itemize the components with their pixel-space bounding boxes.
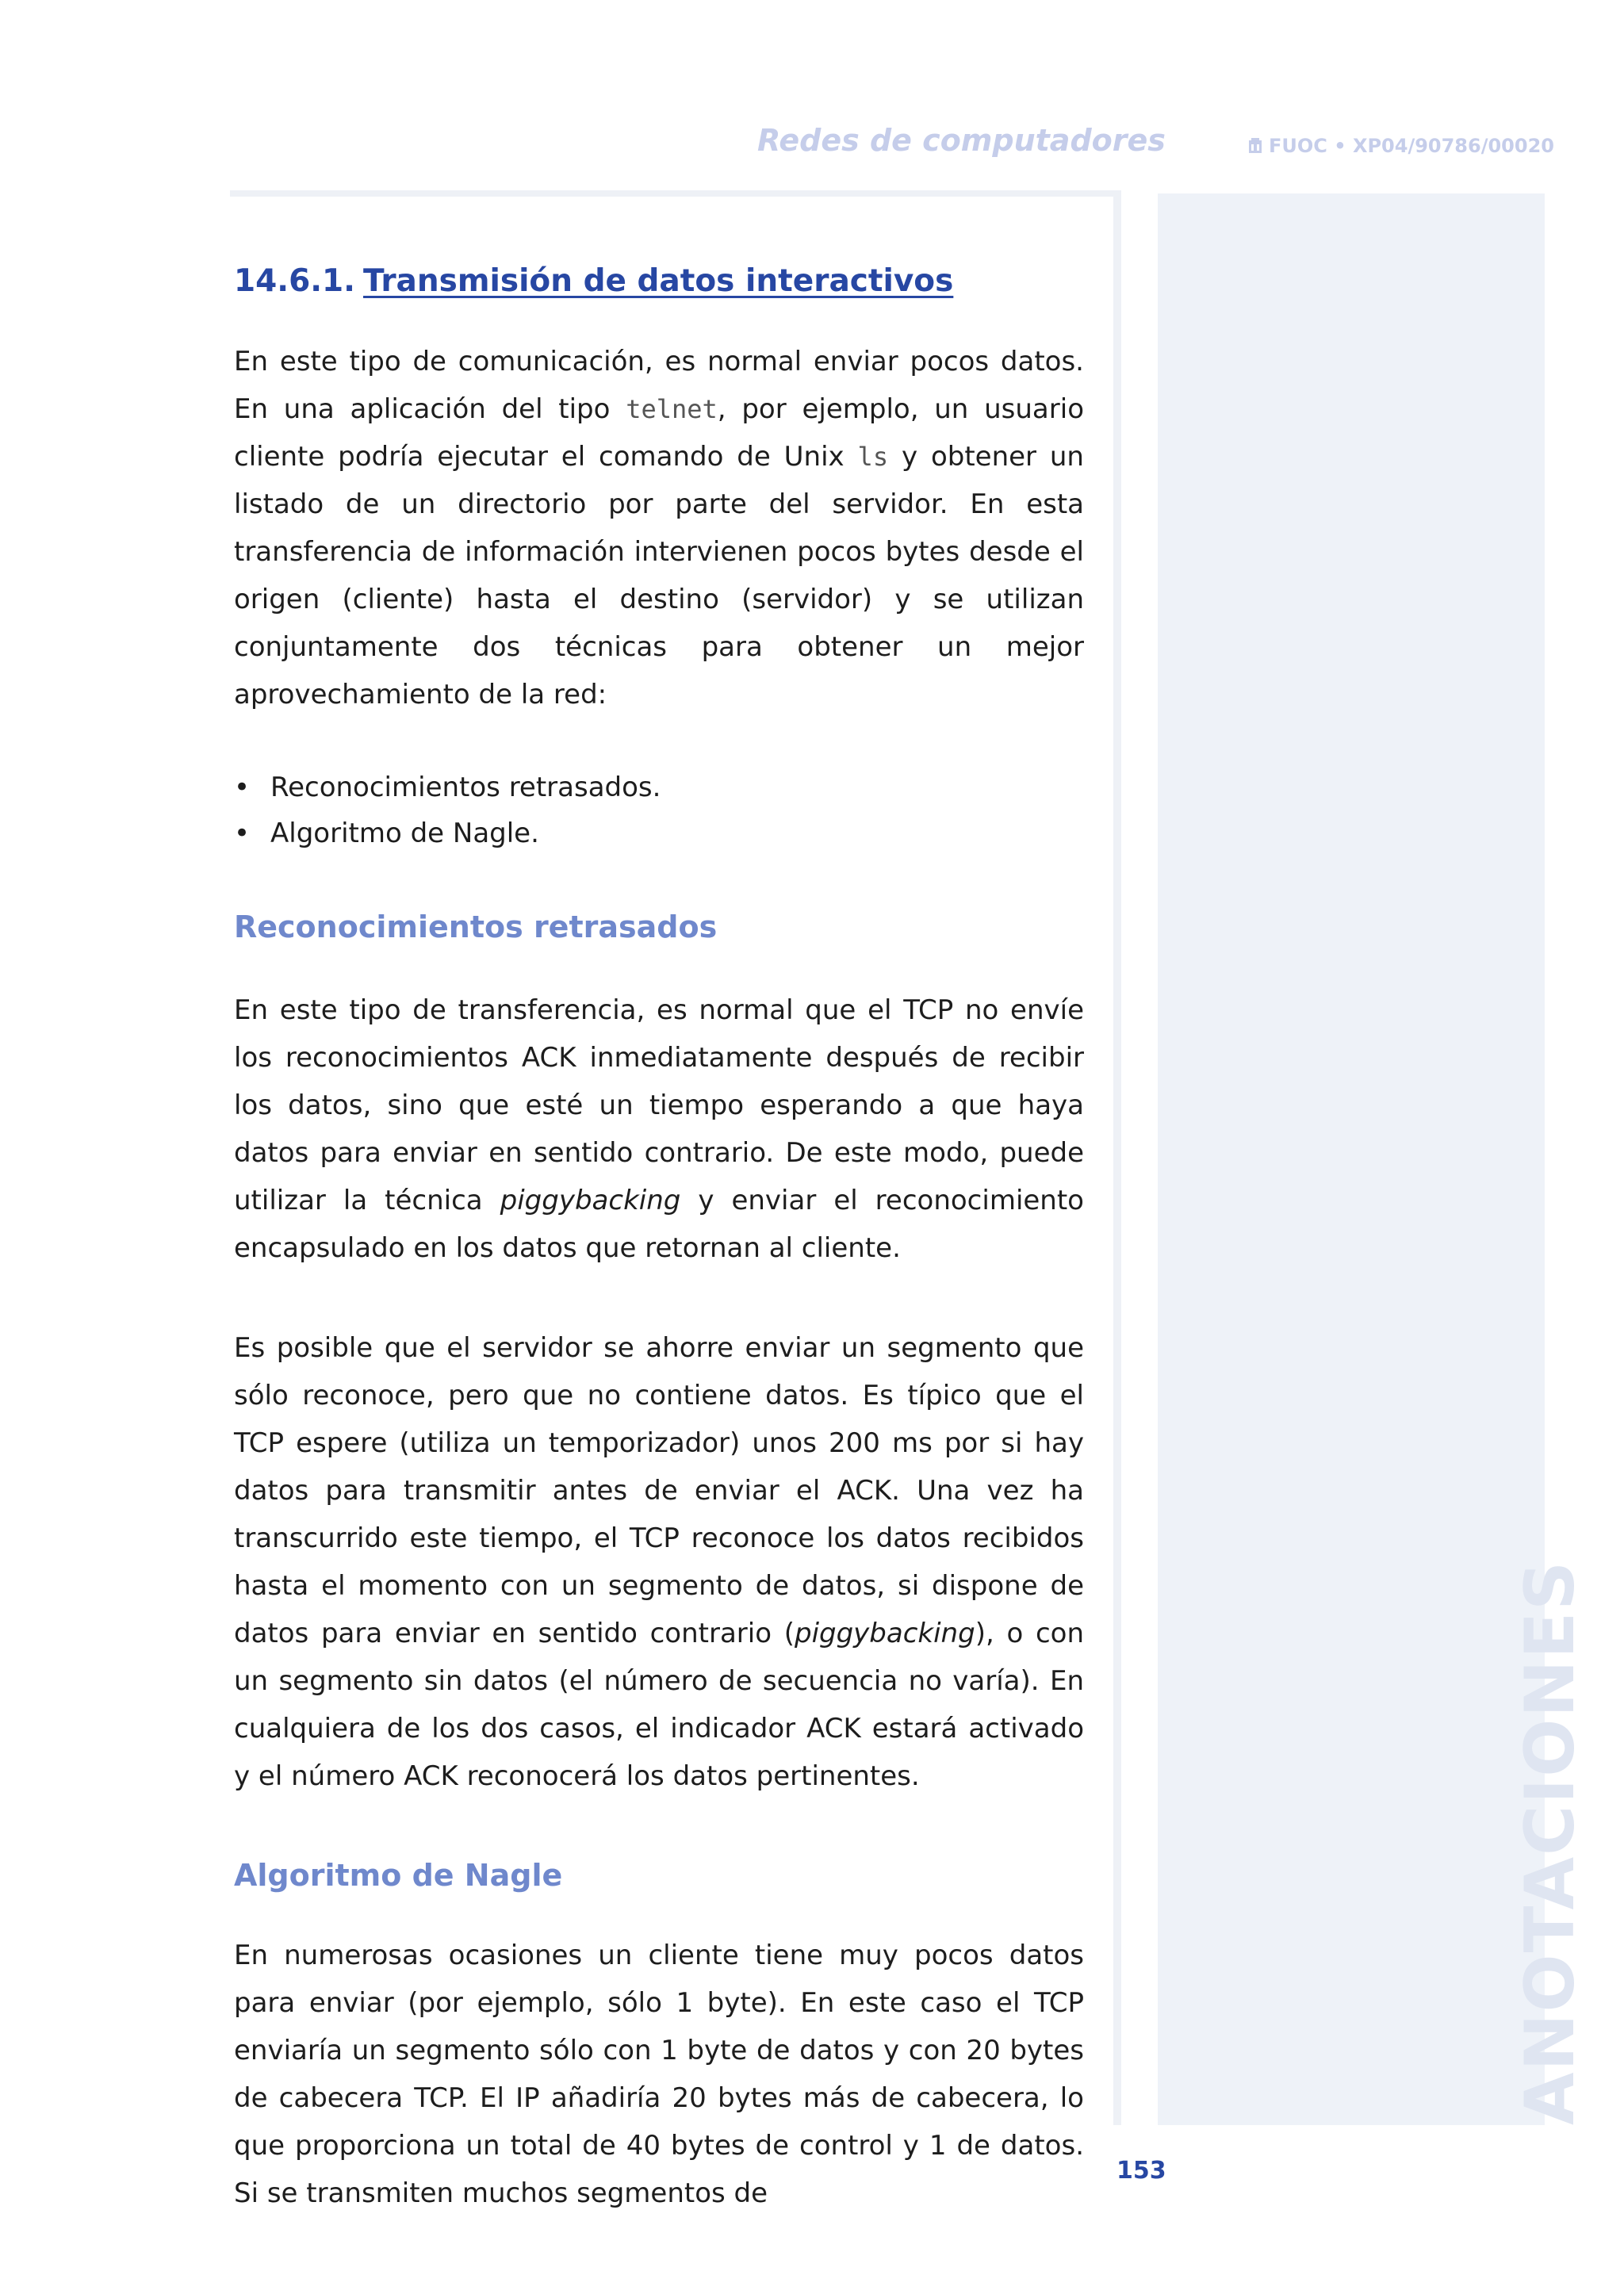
section-number: 14.6.1. — [234, 263, 355, 299]
subsection-heading-delayed-acks: Reconocimientos retrasados — [234, 910, 718, 944]
annotations-label: ANOTACIONES — [1511, 1559, 1590, 2125]
fuoc-logo-icon — [1247, 137, 1264, 155]
subsection-heading-nagle: Algoritmo de Nagle — [234, 1858, 563, 1893]
column-divider — [1113, 190, 1121, 2125]
delayed-acks-paragraph-2: Es posible que el servidor se ahorre enviar un segmento que sólo reconoce, pero que no contiene datos. Es típico que el TCP espere (utiliza un temporizador) unos 200 ms por si hay datos para transmitir antes de enviar el ACK. Una vez ha transcurrido este tiempo, el TCP reconoce los datos recibidos hasta el momento con un segmento de datos, si dispone de datos para enviar en sentido contrario (piggybacking), o con un segmento sin datos (el número de secuencia no varía). En cualquiera de los dos casos, el indicador ACK estará activado y el número ACK reconocerá los datos pertinentes. — [234, 1332, 1084, 1792]
section-title: Transmisión de datos interactivos — [363, 263, 954, 299]
intro-paragraph: En este tipo de comunicación, es normal enviar pocos datos. En una aplicación del tipo telnet, por ejemplo, un usuario cliente podría ejecutar el comando de Unix ls y obtener un listado de un directorio por parte del servidor. En esta transferencia de información intervienen pocos bytes desde el origen (cliente) hasta el destino (servidor) y se utilizan conjuntamente dos técnicas para obtener un mejor aprovechamiento de la red: — [234, 346, 1084, 710]
techniques-list — [234, 764, 1084, 856]
nagle-paragraph: En numerosas ocasiones un cliente tiene muy pocos datos para enviar (por ejemplo, sólo 1 byte). En este caso el TCP enviaría un segmento sólo con 1 byte de datos y con 20 bytes de cabecera TCP. El IP añadiría 20 bytes más de cabecera, lo que proporciona un total de 40 bytes de control y 1 de datos. Si se transmiten muchos segmentos de — [234, 1940, 1084, 2209]
page-number: 153 — [1116, 2157, 1166, 2185]
annotations-margin — [1158, 193, 1545, 2125]
running-header-reference — [1247, 135, 1554, 157]
telnet-code: telnet — [626, 394, 718, 424]
document-reference: FUOC • XP04/90786/00020 — [1269, 135, 1554, 157]
delayed-acks-paragraph-1: En este tipo de transferencia, es normal que el TCP no envíe los reconocimientos ACK inmediatamente después de recibir los datos, sino que esté un tiempo esperando a que haya datos para enviar en sentido contrario. De este modo, puede utilizar la técnica piggybacking y enviar el reconocimiento encapsulado en los datos que retornan al cliente. — [234, 994, 1084, 1264]
section-heading — [234, 262, 1084, 301]
running-header-title: Redes de computadores — [757, 123, 1166, 158]
ls-code: ls — [857, 442, 889, 472]
main-text-column — [234, 262, 1084, 2217]
header-divider — [230, 190, 1118, 197]
list-item: • Algoritmo de Nagle. — [234, 818, 539, 849]
list-item: • Reconocimientos retrasados. — [234, 772, 661, 803]
